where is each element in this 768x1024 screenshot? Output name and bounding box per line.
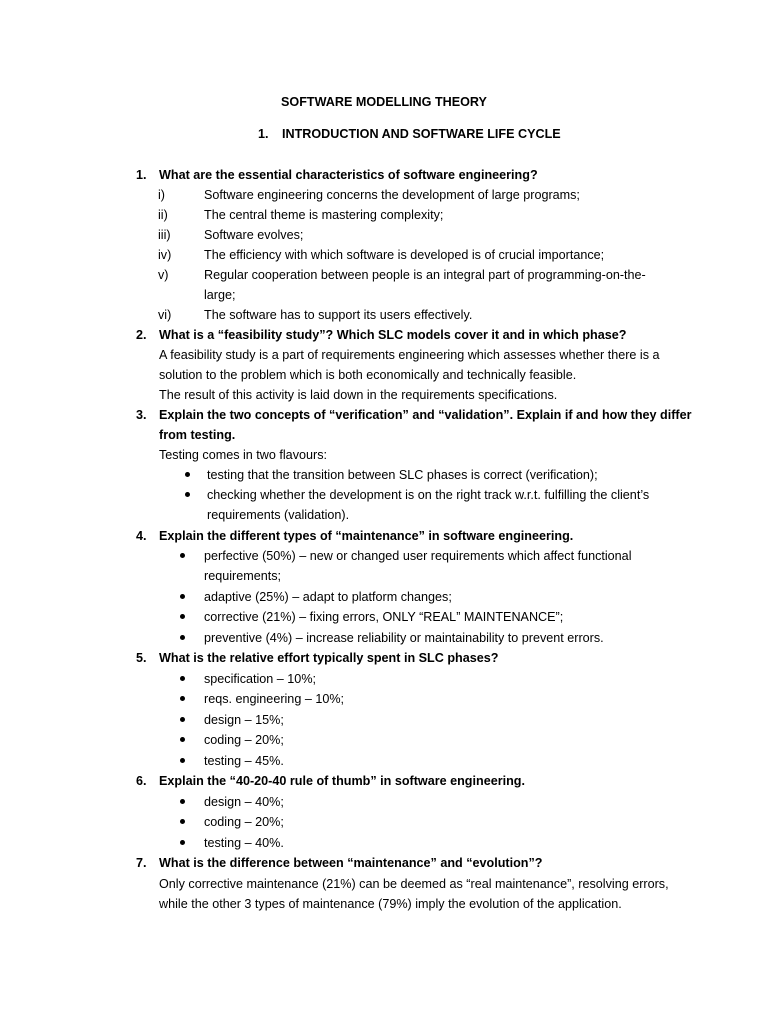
question-text: What are the essential characteristics of software engineering? [159,168,538,182]
question-text: What is the relative effort typically spent in SLC phases? [159,651,499,665]
list-item: corrective (21%) – fixing errors, ONLY “REAL” MAINTENANCE”; [204,610,564,624]
list-marker: ii) [158,208,168,222]
list-item: testing that the transition between SLC phases is correct (verification); [207,468,598,482]
answer-text: Only corrective maintenance (21%) can be deemed as “real maintenance”, resolving errors, [159,877,669,891]
bullet-icon [180,717,185,722]
question-number: 7. [136,856,147,870]
bullet-icon [180,819,185,824]
question-text-continuation: from testing. [159,428,236,442]
section-number: 1. [258,127,269,141]
list-item-continuation: requirements (validation). [207,508,350,522]
question-number: 1. [136,168,147,182]
bullet-icon [180,553,185,558]
list-marker: vi) [158,308,172,322]
question-text: What is a “feasibility study”? Which SLC models cover it and in which phase? [159,328,627,342]
list-item-continuation: requirements; [204,569,281,583]
answer-text: Testing comes in two flavours: [159,448,327,462]
list-item: design – 40%; [204,795,284,809]
list-marker: iii) [158,228,171,242]
bullet-icon [180,758,185,763]
bullet-icon [180,696,185,701]
list-item: Software engineering concerns the development of large programs; [204,188,580,202]
question-text: Explain the “40-20-40 rule of thumb” in software engineering. [159,774,525,788]
answer-text: The result of this activity is laid down in the requirements specifications. [159,388,558,402]
list-marker: v) [158,268,169,282]
list-item: The central theme is mastering complexity; [204,208,444,222]
answer-text: while the other 3 types of maintenance (79%) imply the evolution of the application. [159,897,622,911]
list-item: The efficiency with which software is developed is of crucial importance; [204,248,605,262]
bullet-icon [185,472,190,477]
section-title: INTRODUCTION AND SOFTWARE LIFE CYCLE [282,127,561,141]
bullet-icon [180,840,185,845]
question-number: 4. [136,529,147,543]
bullet-icon [180,676,185,681]
question-text: What is the difference between “maintenance” and “evolution”? [159,856,543,870]
question-number: 6. [136,774,147,788]
bullet-icon [180,614,185,619]
list-item: specification – 10%; [204,672,317,686]
list-item: adaptive (25%) – adapt to platform changes; [204,590,452,604]
list-marker: i) [158,188,165,202]
list-item: coding – 20%; [204,733,284,747]
list-item: testing – 40%. [204,836,284,850]
bullet-icon [180,737,185,742]
question-text: Explain the different types of “maintenance” in software engineering. [159,529,574,543]
question-number: 5. [136,651,147,665]
bullet-icon [180,594,185,599]
list-item: The software has to support its users effectively. [204,308,473,322]
list-item-continuation: large; [204,288,236,302]
list-item: coding – 20%; [204,815,284,829]
bullet-icon [180,799,185,804]
list-item: testing – 45%. [204,754,284,768]
answer-text: solution to the problem which is both economically and technically feasible. [159,368,577,382]
question-number: 3. [136,408,147,422]
list-item: Regular cooperation between people is an integral part of programming-on-the- [204,268,646,282]
answer-text: A feasibility study is a part of requirements engineering which assesses whether there is a [159,348,660,362]
question-number: 2. [136,328,147,342]
bullet-icon [185,492,190,497]
list-item: perfective (50%) – new or changed user requirements which affect functional [204,549,632,563]
list-marker: iv) [158,248,172,262]
list-item: design – 15%; [204,713,284,727]
list-item: reqs. engineering – 10%; [204,692,345,706]
list-item: Software evolves; [204,228,304,242]
document-title: SOFTWARE MODELLING THEORY [281,95,487,109]
bullet-icon [180,635,185,640]
question-text: Explain the two concepts of “verification” and “validation”. Explain if and how they differ [159,408,692,422]
list-item: checking whether the development is on the right track w.r.t. fulfilling the client’s [207,488,650,502]
list-item: preventive (4%) – increase reliability or maintainability to prevent errors. [204,631,604,645]
